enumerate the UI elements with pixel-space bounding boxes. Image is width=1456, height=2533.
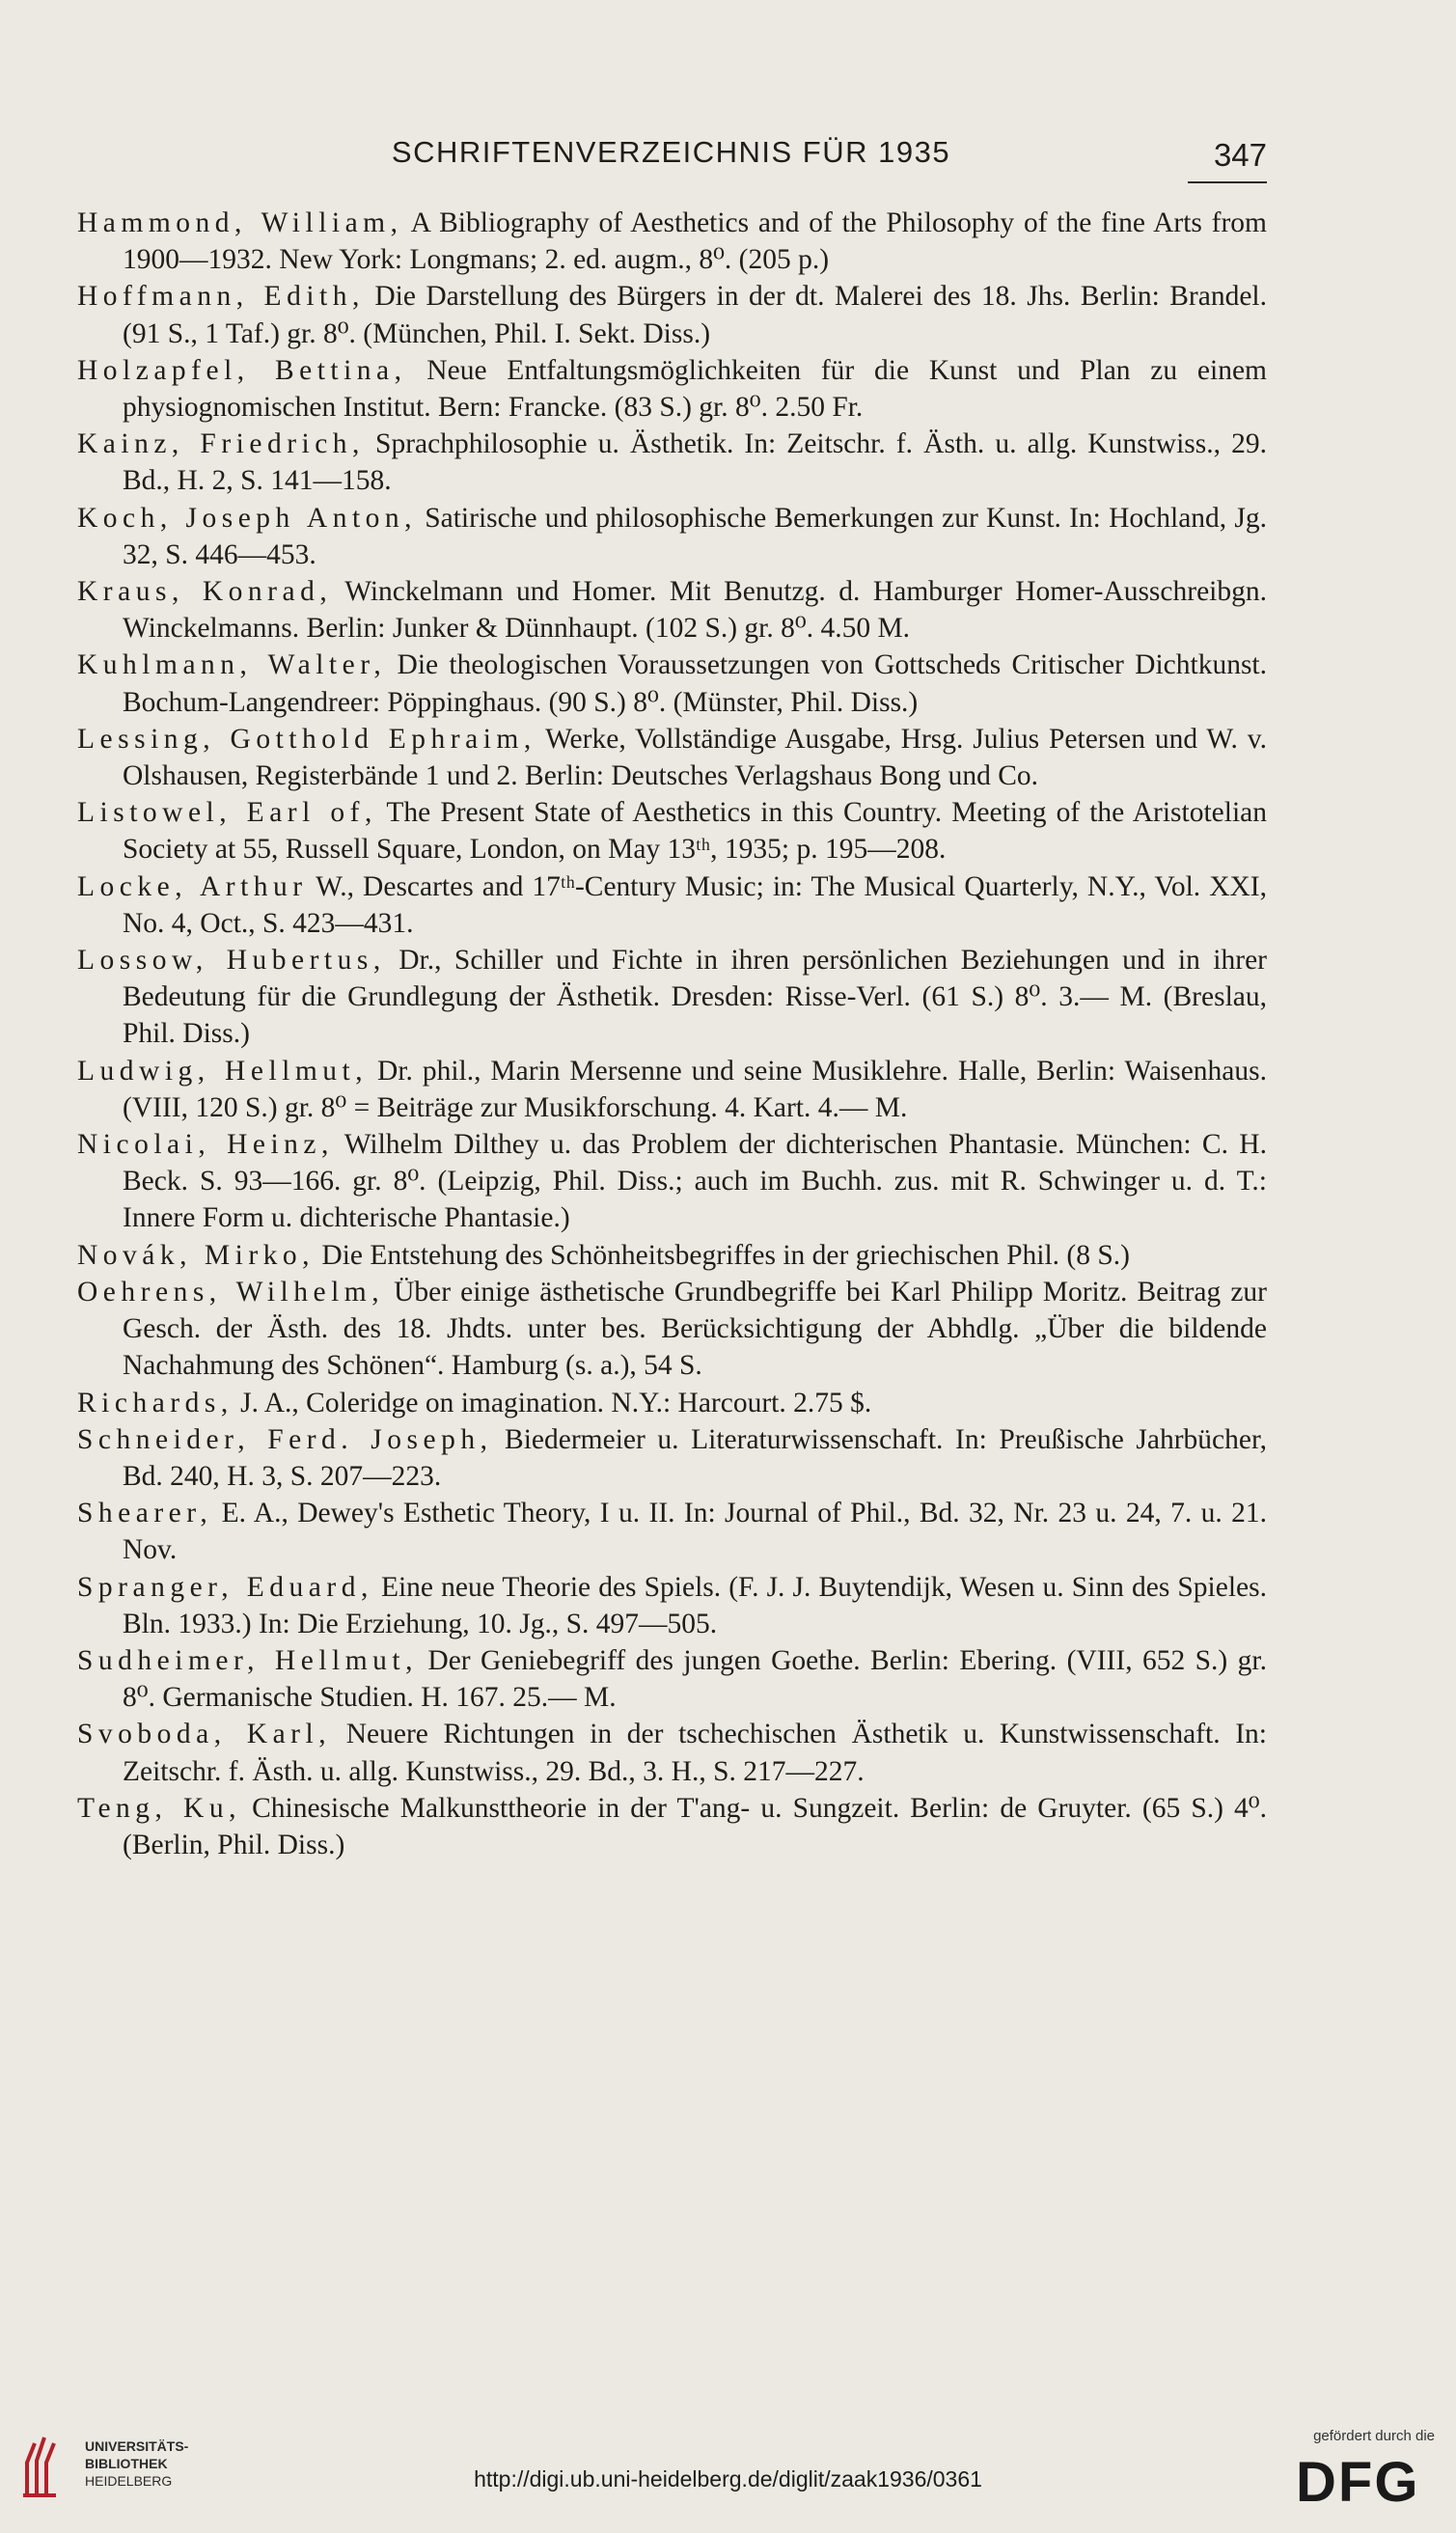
- entry-author: Shearer,: [77, 1498, 213, 1529]
- entry-text: Neuere Richtungen in der tschechischen Ästhetik u. Kunstwissenschaft. In: Zeitschr. f. Ästh. u. allg. Kunstwiss., 29. Bd., 3. H., S. 217—227.: [123, 1719, 1267, 1787]
- entry-author: Lossow, Hubertus,: [77, 945, 386, 977]
- entry-author: Sudheimer, Hellmut,: [77, 1644, 418, 1676]
- page-number: 347: [1213, 137, 1267, 173]
- page-footer: [0, 2393, 1456, 2533]
- entry-author: Lessing, Gotthold Ephraim,: [77, 723, 536, 755]
- entry-text: A Bibliography of Aesthetics and of the Philosophy of the fine Arts from 1900—1932. New York: Longmans; 2. ed. augm., 8⁰. (205 p.): [123, 207, 1267, 276]
- bibliography-list: [77, 205, 1267, 1863]
- dfg-logo-icon: [1294, 2451, 1439, 2507]
- running-title: SCHRIFTENVERZEICHNIS FÜR 1935: [391, 135, 951, 169]
- bibliography-entry: [77, 1495, 1267, 1568]
- entry-text: Die theologischen Voraussetzungen von Gottscheds Critischer Dichtkunst. Bochum-Langendreer: Pöppinghaus. (90 S.) 8⁰. (Münster, Phil. Diss.): [123, 649, 1267, 718]
- page-header: [75, 127, 1267, 185]
- entry-author: Kainz, Friedrich,: [77, 428, 365, 460]
- entry-text: Neue Entfaltungsmöglichkeiten für die Kunst und Plan zu einem physiognomischen Institut. Bern: Francke. (83 S.) gr. 8⁰. 2.50 Fr.: [123, 354, 1267, 424]
- entry-text: J. A., Coleridge on imagination. N.Y.: Harcourt. 2.75 $.: [233, 1387, 872, 1418]
- entry-text: E. A., Dewey's Esthetic Theory, I u. II. In: Journal of Phil., Bd. 32, Nr. 23 u. 24, 7. u. 21. Nov.: [123, 1498, 1267, 1566]
- entry-text: Sprachphilosophie u. Ästhetik. In: Zeitschr. f. Ästh. u. allg. Kunstwiss., 29. Bd., H. 2, S. 141—158.: [123, 428, 1267, 497]
- entry-author: Richards,: [77, 1387, 234, 1418]
- bibliography-entry: [77, 500, 1267, 573]
- entry-text: Über einige ästhetische Grundbegriffe bei Karl Philipp Moritz. Beitrag zur Gesch. der Ästh. des 18. Jhdts. unter bes. Berücksichtigung der Abhdlg. „Über die bildende Nachahmung des Schönen“. Hamburg (s. a.), 54 S.: [123, 1276, 1267, 1382]
- entry-text: Winckelmann und Homer. Mit Benutzg. d. Hamburger Homer-Ausschreibgn. Winckelmanns. Berlin: Junker & Dünnhaupt. (102 S.) gr. 8⁰. 4.50 M.: [123, 576, 1267, 645]
- library-name: UNIVERSITÄTS- BIBLIOTHEK HEIDELBERG: [85, 2438, 189, 2489]
- bibliography-entry: [77, 1642, 1267, 1716]
- entry-author: Spranger, Eduard,: [77, 1571, 373, 1603]
- bibliography-entry: [77, 868, 1267, 942]
- bibliography-entry: [77, 1126, 1267, 1237]
- bibliography-entry: [77, 942, 1267, 1053]
- source-url[interactable]: http://digi.ub.uni-heidelberg.de/diglit/zaak1936/0361: [474, 2466, 982, 2492]
- entry-text: Eine neue Theorie des Spiels. (F. J. J. Buytendijk, Wesen u. Sinn des Spieles. Bln. 1933.) In: Die Erziehung, 10. Jg., S. 497—505.: [123, 1571, 1267, 1639]
- entry-author: Hammond, William,: [77, 207, 403, 238]
- bibliography-entry: [77, 352, 1267, 426]
- entry-text: W., Descartes and 17ᵗʰ-Century Music; in: The Musical Quarterly, N.Y., Vol. XXI, No. 4, Oct., S. 423—431.: [123, 870, 1267, 939]
- bibliography-entry: [77, 647, 1267, 720]
- entry-text: Die Entstehung des Schönheitsbegriffes in der griechischen Phil. (8 S.): [315, 1239, 1130, 1271]
- entry-author: Locke, Arthur: [77, 870, 308, 902]
- entry-text: Dr., Schiller und Fichte in ihren persönlichen Beziehungen und in ihrer Bedeutung für die Grundlegung der Ästhetik. Dresden: Risse-Verl. (61 S.) 8⁰. 3.— M. (Breslau, Phil. Diss.): [123, 945, 1267, 1050]
- bibliography-entry: [77, 1237, 1267, 1274]
- page-number-underline: [1188, 181, 1267, 183]
- entry-author: Ludwig, Hellmut,: [77, 1055, 369, 1087]
- entry-author: Teng, Ku,: [77, 1792, 241, 1824]
- entry-text: Wilhelm Dilthey u. das Problem der dichterischen Phantasie. München: C. H. Beck. S. 93—166. gr. 8⁰. (Leipzig, Phil. Diss.; auch im Buchh. zus. mit R. Schwinger u. d. T.: Innere Form u. dichterische Phantasie.): [123, 1129, 1267, 1234]
- bibliography-entry: [77, 1569, 1267, 1642]
- entry-text: Die Darstellung des Bürgers in der dt. Malerei des 18. Jhs. Berlin: Brandel. (91 S., 1 Taf.) gr. 8⁰. (München, Phil. I. Sekt. Diss.): [123, 281, 1267, 349]
- entry-text: The Present State of Aesthetics in this Country. Meeting of the Aristotelian Society at 55, Russell Square, London, on May 13ᵗʰ, 1935; p. 195—208.: [123, 797, 1267, 866]
- bibliography-entry: [77, 721, 1267, 794]
- entry-author: Svoboda, Karl,: [77, 1719, 332, 1750]
- entry-author: Holzapfel, Bettina,: [77, 354, 407, 386]
- entry-text: Chinesische Malkunsttheorie in der T'ang- u. Sungzeit. Berlin: de Gruyter. (65 S.) 4⁰. (Berlin, Phil. Diss.): [123, 1792, 1267, 1860]
- entry-text: Dr. phil., Marin Mersenne und seine Musiklehre. Halle, Berlin: Waisenhaus. (VIII, 120 S.) gr. 8⁰ = Beiträge zur Musikforschung. 4. Kart. 4.— M.: [123, 1055, 1267, 1123]
- bibliography-entry: [77, 1053, 1267, 1126]
- bibliography-entry: [77, 1790, 1267, 1863]
- bibliography-entry: [77, 278, 1267, 351]
- bibliography-entry: [77, 1716, 1267, 1789]
- bibliography-entry: [77, 1385, 1267, 1421]
- bibliography-entry: [77, 426, 1267, 499]
- entry-author: Listowel, Earl of,: [77, 797, 377, 829]
- entry-text: Biedermeier u. Literaturwissenschaft. In: Preußische Jahrbücher, Bd. 240, H. 3, S. 207—223.: [123, 1423, 1267, 1492]
- bibliography-entry: [77, 1421, 1267, 1495]
- entry-author: Koch, Joseph Anton,: [77, 502, 418, 534]
- svg-text:DFG: DFG: [1296, 2451, 1420, 2507]
- entry-author: Nicolai, Heinz,: [77, 1129, 334, 1161]
- funded-by-label: gefördert durch die: [1313, 2428, 1435, 2444]
- entry-author: Kraus, Konrad,: [77, 576, 333, 608]
- bibliography-entry: [77, 1274, 1267, 1385]
- bibliography-entry: [77, 205, 1267, 278]
- entry-text: Satirische und philosophische Bemerkungen zur Kunst. In: Hochland, Jg. 32, S. 446—453.: [123, 502, 1267, 570]
- entry-author: Oehrens, Wilhelm,: [77, 1276, 385, 1308]
- bibliography-entry: [77, 794, 1267, 867]
- entry-text: Werke, Vollständige Ausgabe, Hrsg. Julius Petersen und W. v. Olshausen, Registerbände 1 und 2. Berlin: Deutsches Verlagshaus Bong und Co.: [123, 723, 1267, 792]
- entry-author: Kuhlmann, Walter,: [77, 649, 387, 681]
- entry-author: Schneider, Ferd. Joseph,: [77, 1423, 493, 1455]
- entry-text: Der Geniebegriff des jungen Goethe. Berlin: Ebering. (VIII, 652 S.) gr. 8⁰. Germanische Studien. H. 167. 25.— M.: [123, 1644, 1267, 1714]
- bibliography-entry: [77, 573, 1267, 647]
- entry-author: Novák, Mirko,: [77, 1239, 316, 1271]
- entry-author: Hoffmann, Edith,: [77, 281, 365, 313]
